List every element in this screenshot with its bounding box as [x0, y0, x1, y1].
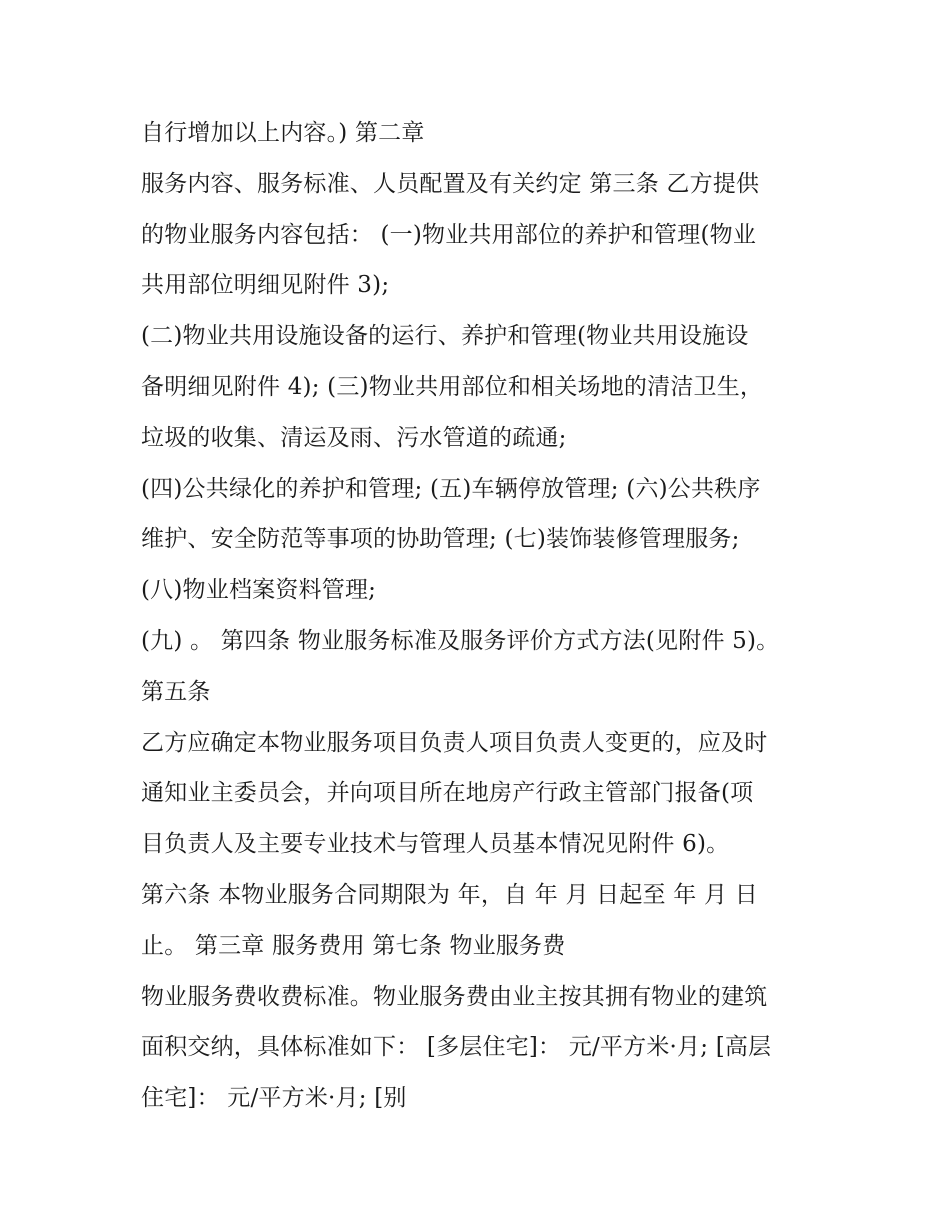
text-line: 第五条 [141, 678, 211, 705]
text-line: 止。 第三章 服务费用 第七条 物业服务费 [141, 932, 566, 959]
text-line: 乙方应确定本物业服务项目负责人项目负责人变更的，应及时 [141, 729, 768, 756]
text-line: (二)物业共用设施设备的运行、养护和管理(物业共用设施设 [141, 323, 749, 350]
text-line: 住宅]： 元/平方米·月; [别 [141, 1085, 407, 1112]
text-line: 维护、安全防范等事项的协助管理; (七)装饰装修管理服务; [141, 526, 740, 553]
text-line: 物业服务费收费标准。物业服务费由业主按其拥有物业的建筑 [141, 983, 768, 1010]
text-line: (八)物业档案资料管理; [141, 577, 377, 604]
text-line: (四)公共绿化的养护和管理; (五)车辆停放管理; (六)公共秩序 [141, 475, 761, 502]
text-line: 服务内容、服务标准、人员配置及有关约定 第三条 乙方提供 [141, 170, 760, 197]
text-line: 面积交纳，具体标准如下： [多层住宅]： 元/平方米·月; [高层 [141, 1034, 772, 1061]
text-line: 通知业主委员会，并向项目所在地房产行政主管部门报备(项 [141, 780, 754, 807]
text-line: 第六条 本物业服务合同期限为 年，自 年 月 日起至 年 月 日 [141, 881, 758, 908]
text-line: 备明细见附件 4); (三)物业共用部位和相关场地的清洁卫生， [141, 373, 764, 400]
text-line: 垃圾的收集、清运及雨、污水管道的疏通; [141, 424, 567, 451]
text-line: 共用部位明细见附件 3); [141, 272, 390, 299]
text-line: (九) 。 第四条 物业服务标准及服务评价方式方法(见附件 5)。 [141, 627, 780, 654]
text-line: 的物业服务内容包括： (一)物业共用部位的养护和管理(物业 [141, 221, 757, 248]
text-line: 自行增加以上内容。) 第二章 [141, 120, 425, 146]
text-line: 目负责人及主要专业技术与管理人员基本情况见附件 6)。 [141, 831, 730, 858]
contract-text-body [141, 108, 831, 1124]
